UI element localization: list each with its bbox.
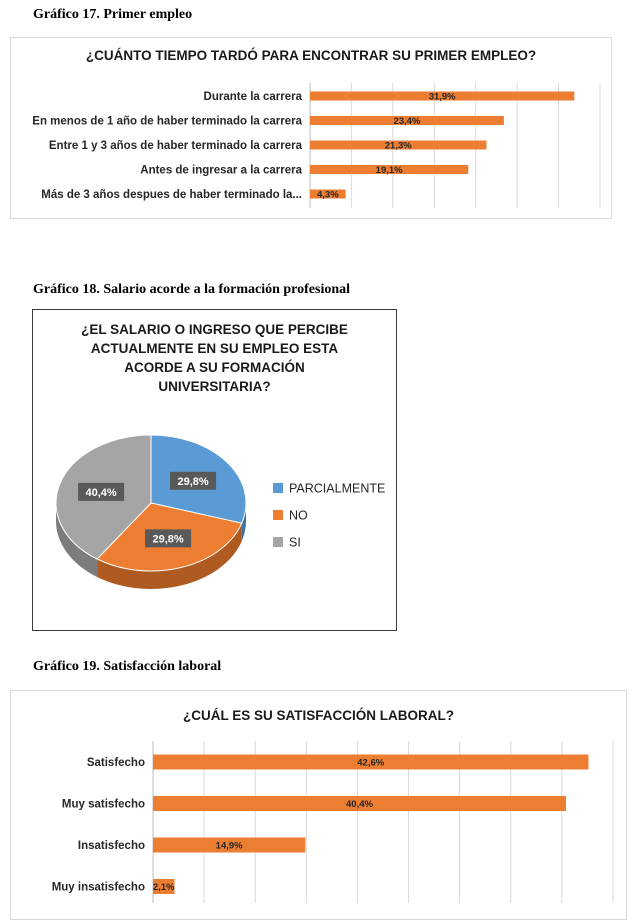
legend-label: NO bbox=[289, 508, 308, 523]
pie-data-label: 40,4% bbox=[85, 486, 117, 499]
caption-grafico-17: Gráfico 17. Primer empleo bbox=[33, 7, 193, 22]
caption-grafico-18: Gráfico 18. Salario acorde a la formación profesional bbox=[33, 282, 351, 297]
pie-chart-salario bbox=[33, 310, 396, 630]
category-label: Durante la carrera bbox=[203, 91, 302, 103]
category-label: Satisfecho bbox=[86, 757, 145, 769]
data-label: 21,3% bbox=[384, 140, 412, 152]
category-label: Muy insatisfecho bbox=[51, 881, 145, 894]
category-label: Antes de ingresar a la carrera bbox=[140, 164, 302, 177]
legend-swatch bbox=[273, 537, 283, 547]
data-label: 23,4% bbox=[393, 116, 421, 127]
legend-label: SI bbox=[289, 535, 301, 550]
category-label: Muy satisfecho bbox=[61, 798, 145, 811]
chart-frame-satisfaccion bbox=[10, 690, 627, 920]
category-label: Entre 1 y 3 años de haber terminado la carrera bbox=[48, 140, 302, 152]
chart-title-satisfaccion: ¿CUÁL ES SU SATISFACCIÓN LABORAL? bbox=[182, 708, 454, 723]
bar-chart-satisfaccion bbox=[11, 691, 626, 919]
category-label: En menos de 1 año de haber terminado la carrera bbox=[32, 115, 302, 128]
legend-swatch bbox=[273, 510, 283, 520]
chart-title-line: ACORDE A SU FORMACIÓN bbox=[124, 360, 305, 375]
chart-title-line: UNIVERSITARIA? bbox=[158, 379, 271, 394]
data-label: 19,1% bbox=[375, 165, 403, 176]
pie-data-label: 29,8% bbox=[177, 475, 209, 488]
caption-grafico-19: Gráfico 19. Satisfacción laboral bbox=[33, 659, 222, 674]
data-label: 31,9% bbox=[428, 91, 456, 103]
legend-label: PARCIALMENTE bbox=[289, 481, 386, 496]
data-label: 14,9% bbox=[215, 840, 243, 852]
chart-title-line: ¿EL SALARIO O INGRESO QUE PERCIBE bbox=[81, 322, 348, 337]
chart-frame-salario bbox=[32, 309, 397, 631]
chart-title-line: ACTUALMENTE EN SU EMPLEO ESTA bbox=[90, 341, 339, 356]
pie-data-label: 29,8% bbox=[152, 533, 184, 546]
category-label: Insatisfecho bbox=[77, 840, 145, 852]
bar-chart-primer-empleo bbox=[11, 38, 611, 218]
legend-swatch bbox=[273, 483, 283, 493]
chart-title-primer-empleo: ¿CUÁNTO TIEMPO TARDÓ PARA ENCONTRAR SU PRIMER EMPLEO? bbox=[85, 48, 537, 63]
data-label: 42,6% bbox=[357, 757, 385, 769]
data-label: 4,3% bbox=[316, 189, 339, 201]
chart-frame-primer-empleo bbox=[10, 37, 612, 219]
data-label: 40,4% bbox=[346, 799, 373, 810]
data-label: 2,1% bbox=[152, 882, 175, 893]
category-label: Más de 3 años despues de haber terminado la... bbox=[41, 189, 302, 201]
